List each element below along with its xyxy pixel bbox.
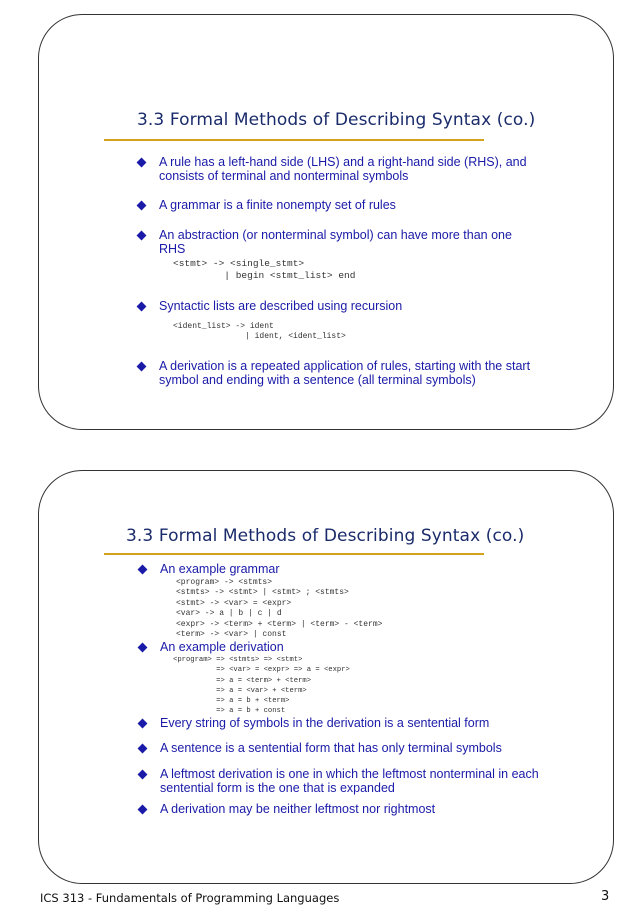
slide-1-title: 3.3 Formal Methods of Describing Syntax (co.) bbox=[137, 110, 536, 130]
slide-1-bullet-5: A derivation is a repeated application of rules, starting with the start symbol and ending with a sentence (all terminal symbols) bbox=[159, 359, 544, 387]
slide-2-title-rule bbox=[104, 553, 484, 555]
footer-page-number: 3 bbox=[601, 889, 610, 904]
slide-1-bullet-4: Syntactic lists are described using recursion bbox=[159, 299, 544, 313]
slide-2-code-derivation: <program> => <stmts> => <stmt> => <var> = <expr> => a = <expr> => a = <term> + <term> => a = <var> + <term> => a = b + <term> => a = b + const bbox=[173, 656, 350, 716]
slide-1-bullet-3: An abstraction (or nonterminal symbol) can have more than one RHS bbox=[159, 228, 519, 256]
slide-1-code-multiple-rhs: <stmt> -> <single_stmt> | begin <stmt_list> end bbox=[173, 258, 356, 281]
slide-1-title-rule bbox=[104, 139, 484, 141]
slide-2-bullet-3: Every string of symbols in the derivation is a sentential form bbox=[160, 716, 545, 730]
slide-1-code-ident-list: <ident_list> -> ident | ident, <ident_list> bbox=[173, 322, 346, 342]
slide-2-bullet-6: A derivation may be neither leftmost nor rightmost bbox=[160, 802, 545, 816]
slide-2-bullet-1: An example grammar bbox=[160, 562, 545, 576]
slide-2-bullet-2: An example derivation bbox=[160, 640, 545, 654]
slide-1-bullet-1: A rule has a left-hand side (LHS) and a right-hand side (RHS), and consists of terminal and nonterminal symbols bbox=[159, 155, 544, 183]
slide-2-title: 3.3 Formal Methods of Describing Syntax (co.) bbox=[126, 526, 525, 546]
slide-2-bullet-5: A leftmost derivation is one in which the leftmost nonterminal in each sentential form is the one that is expanded bbox=[160, 767, 545, 795]
slide-2-bullet-4: A sentence is a sentential form that has only terminal symbols bbox=[160, 741, 545, 755]
slide-1-bullet-2: A grammar is a finite nonempty set of rules bbox=[159, 198, 544, 212]
footer-course-title: ICS 313 - Fundamentals of Programming Languages bbox=[40, 891, 340, 905]
slide-2-code-grammar: <program> -> <stmts> <stmts> -> <stmt> | <stmt> ; <stmts> <stmt> -> <var> = <expr> <var> -> a | b | c | d <expr> -> <term> + <term> | <term> - <term> <term> -> <var> | const bbox=[176, 578, 383, 640]
